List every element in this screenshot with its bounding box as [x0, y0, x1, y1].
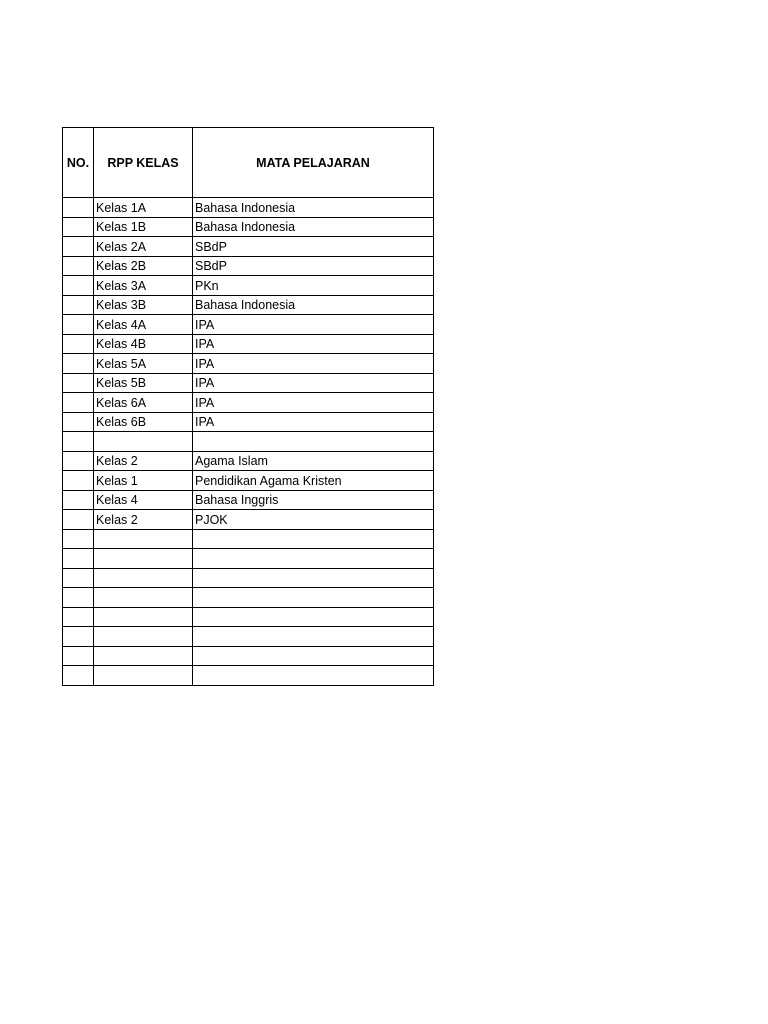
- cell-rpp-kelas[interactable]: [94, 588, 193, 608]
- cell-no[interactable]: [63, 412, 94, 432]
- table-row: [63, 412, 434, 432]
- cell-rpp-kelas[interactable]: Kelas 1A: [94, 198, 193, 218]
- cell-mata-pelajaran[interactable]: Bahasa Indonesia: [193, 198, 434, 218]
- cell-mata-pelajaran[interactable]: SBdP: [193, 237, 434, 257]
- cell-mata-pelajaran[interactable]: [193, 666, 434, 686]
- cell-rpp-kelas[interactable]: Kelas 2: [94, 451, 193, 471]
- table-row: [63, 588, 434, 608]
- cell-rpp-kelas[interactable]: [94, 627, 193, 647]
- cell-no[interactable]: [63, 451, 94, 471]
- cell-no[interactable]: [63, 237, 94, 257]
- table-row: [63, 451, 434, 471]
- cell-mata-pelajaran[interactable]: PKn: [193, 276, 434, 296]
- cell-no[interactable]: [63, 529, 94, 549]
- cell-rpp-kelas[interactable]: [94, 529, 193, 549]
- cell-mata-pelajaran[interactable]: [193, 568, 434, 588]
- cell-no[interactable]: [63, 393, 94, 413]
- cell-mata-pelajaran[interactable]: IPA: [193, 373, 434, 393]
- cell-rpp-kelas[interactable]: Kelas 1: [94, 471, 193, 491]
- header-no: NO.: [63, 128, 94, 198]
- cell-no[interactable]: [63, 354, 94, 374]
- table-row: [63, 490, 434, 510]
- cell-rpp-kelas[interactable]: [94, 549, 193, 569]
- table-row: [63, 607, 434, 627]
- cell-rpp-kelas[interactable]: [94, 646, 193, 666]
- cell-no[interactable]: [63, 627, 94, 647]
- cell-rpp-kelas[interactable]: Kelas 6B: [94, 412, 193, 432]
- cell-mata-pelajaran[interactable]: IPA: [193, 315, 434, 335]
- cell-mata-pelajaran[interactable]: Pendidikan Agama Kristen: [193, 471, 434, 491]
- cell-no[interactable]: [63, 666, 94, 686]
- table-row: [63, 666, 434, 686]
- cell-rpp-kelas[interactable]: [94, 568, 193, 588]
- table-row: [63, 295, 434, 315]
- cell-mata-pelajaran[interactable]: [193, 607, 434, 627]
- cell-no[interactable]: [63, 432, 94, 452]
- cell-rpp-kelas[interactable]: [94, 432, 193, 452]
- table-row: [63, 354, 434, 374]
- cell-rpp-kelas[interactable]: Kelas 5B: [94, 373, 193, 393]
- cell-no[interactable]: [63, 373, 94, 393]
- cell-rpp-kelas[interactable]: Kelas 1B: [94, 217, 193, 237]
- cell-mata-pelajaran[interactable]: IPA: [193, 412, 434, 432]
- cell-rpp-kelas[interactable]: Kelas 3B: [94, 295, 193, 315]
- table-row: [63, 256, 434, 276]
- table-row: [63, 373, 434, 393]
- cell-mata-pelajaran[interactable]: IPA: [193, 354, 434, 374]
- cell-mata-pelajaran[interactable]: [193, 432, 434, 452]
- table-row: [63, 529, 434, 549]
- cell-rpp-kelas[interactable]: Kelas 4: [94, 490, 193, 510]
- cell-no[interactable]: [63, 490, 94, 510]
- table-row: [63, 315, 434, 335]
- cell-mata-pelajaran[interactable]: [193, 549, 434, 569]
- table-row: [63, 198, 434, 218]
- cell-no[interactable]: [63, 646, 94, 666]
- cell-no[interactable]: [63, 510, 94, 530]
- cell-mata-pelajaran[interactable]: Agama Islam: [193, 451, 434, 471]
- table-row: [63, 237, 434, 257]
- cell-no[interactable]: [63, 198, 94, 218]
- table-row: [63, 646, 434, 666]
- header-rpp-kelas: RPP KELAS: [94, 128, 193, 198]
- cell-mata-pelajaran[interactable]: [193, 588, 434, 608]
- table-row: [63, 276, 434, 296]
- cell-mata-pelajaran[interactable]: IPA: [193, 334, 434, 354]
- cell-rpp-kelas[interactable]: Kelas 2A: [94, 237, 193, 257]
- cell-no[interactable]: [63, 276, 94, 296]
- cell-rpp-kelas[interactable]: Kelas 2B: [94, 256, 193, 276]
- rpp-table: [62, 127, 434, 686]
- cell-rpp-kelas[interactable]: [94, 666, 193, 686]
- table-row: [63, 334, 434, 354]
- cell-mata-pelajaran[interactable]: SBdP: [193, 256, 434, 276]
- cell-no[interactable]: [63, 217, 94, 237]
- cell-rpp-kelas[interactable]: Kelas 4A: [94, 315, 193, 335]
- cell-no[interactable]: [63, 607, 94, 627]
- cell-no[interactable]: [63, 588, 94, 608]
- cell-rpp-kelas[interactable]: Kelas 2: [94, 510, 193, 530]
- cell-mata-pelajaran[interactable]: [193, 627, 434, 647]
- cell-no[interactable]: [63, 256, 94, 276]
- cell-no[interactable]: [63, 471, 94, 491]
- cell-no[interactable]: [63, 334, 94, 354]
- table-row: [63, 549, 434, 569]
- table-row: [63, 471, 434, 491]
- table-body: [63, 198, 434, 686]
- cell-rpp-kelas[interactable]: Kelas 4B: [94, 334, 193, 354]
- cell-no[interactable]: [63, 295, 94, 315]
- table-row: [63, 627, 434, 647]
- table-row: [63, 217, 434, 237]
- cell-mata-pelajaran[interactable]: [193, 646, 434, 666]
- cell-mata-pelajaran[interactable]: IPA: [193, 393, 434, 413]
- cell-no[interactable]: [63, 315, 94, 335]
- cell-rpp-kelas[interactable]: Kelas 6A: [94, 393, 193, 413]
- table-row: [63, 568, 434, 588]
- header-mata-pelajaran: MATA PELAJARAN: [193, 128, 434, 198]
- cell-mata-pelajaran[interactable]: PJOK: [193, 510, 434, 530]
- cell-mata-pelajaran[interactable]: Bahasa Indonesia: [193, 295, 434, 315]
- cell-no[interactable]: [63, 549, 94, 569]
- cell-mata-pelajaran[interactable]: Bahasa Indonesia: [193, 217, 434, 237]
- table-row: [63, 510, 434, 530]
- table-row: [63, 432, 434, 452]
- cell-no[interactable]: [63, 568, 94, 588]
- cell-rpp-kelas[interactable]: [94, 607, 193, 627]
- header-row: [63, 128, 434, 198]
- cell-rpp-kelas[interactable]: Kelas 5A: [94, 354, 193, 374]
- cell-mata-pelajaran[interactable]: [193, 529, 434, 549]
- table-row: [63, 393, 434, 413]
- cell-rpp-kelas[interactable]: Kelas 3A: [94, 276, 193, 296]
- cell-mata-pelajaran[interactable]: Bahasa Inggris: [193, 490, 434, 510]
